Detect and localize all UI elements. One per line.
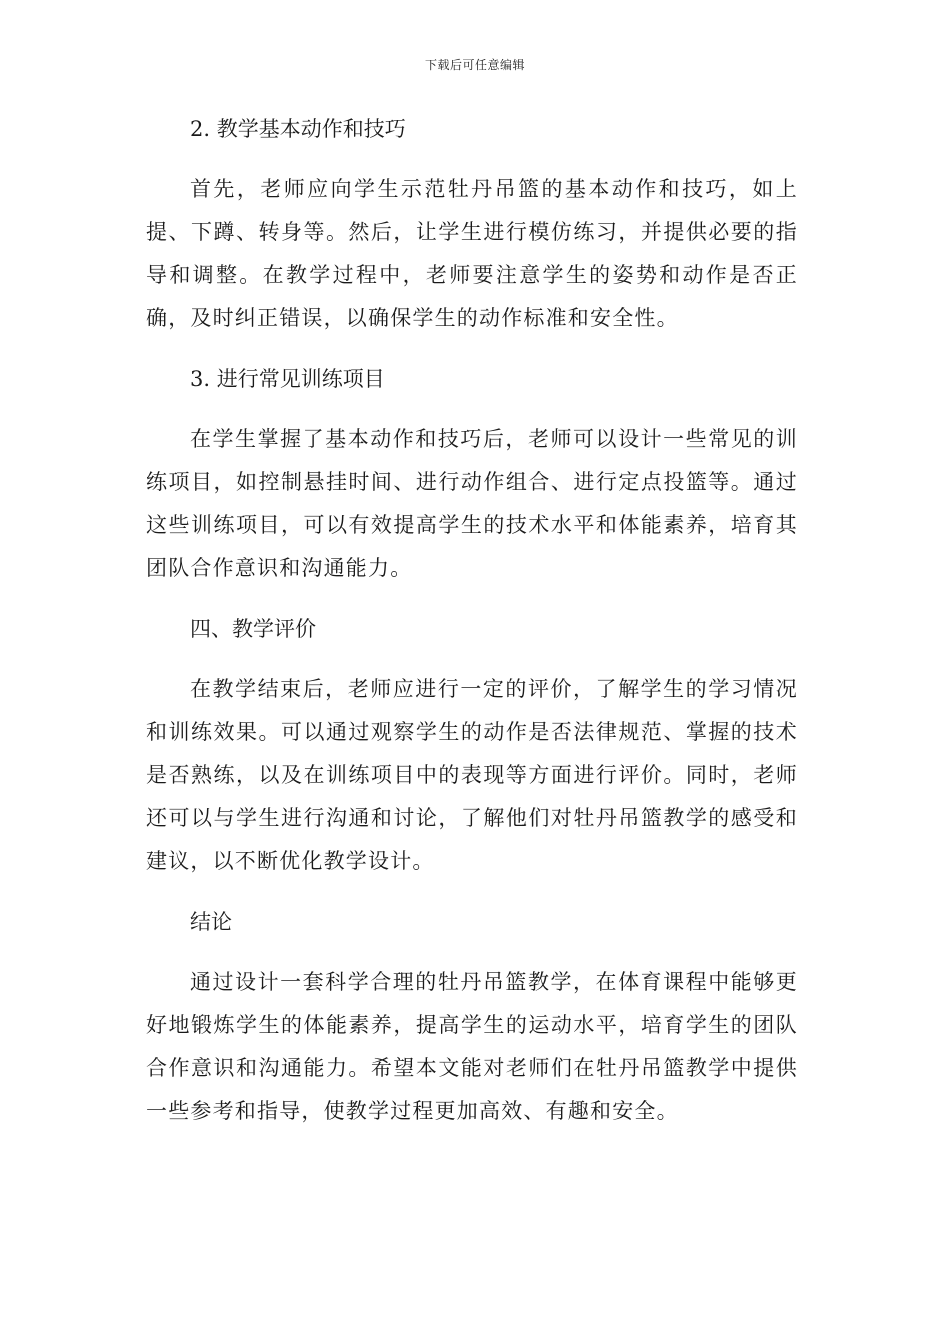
document-body xyxy=(146,108,798,1151)
header-note: 下载后可任意编辑 xyxy=(424,58,525,72)
section-heading-basic-moves: 2. 教学基本动作和技巧 xyxy=(190,117,406,141)
section-paragraph-evaluation: 在教学结束后，老师应进行一定的评价，了解学生的学习情况和训练效果。可以通过观察学生的动作是否法律规范、掌握的技术是否熟练，以及在训练项目中的表现等方面进行评价。同时，老师还可以与学生进行沟通和讨论，了解他们对牡丹吊篮教学的感受和建议，以不断优化教学设计。 xyxy=(146,677,798,873)
section-paragraph-conclusion: 通过设计一套科学合理的牡丹吊篮教学，在体育课程中能够更好地锻炼学生的体能素养，提高学生的运动水平，培育学生的团队合作意识和沟通能力。希望本文能对老师们在牡丹吊篮教学中提供一些参考和指导，使教学过程更加高效、有趣和安全。 xyxy=(146,970,798,1123)
section-paragraph-training: 在学生掌握了基本动作和技巧后，老师可以设计一些常见的训练项目，如控制悬挂时间、进行动作组合、进行定点投篮等。通过这些训练项目，可以有效提高学生的技术水平和体能素养，培育其团队合作意识和沟通能力。 xyxy=(146,427,798,580)
section-heading-training: 3. 进行常见训练项目 xyxy=(190,367,385,391)
section-heading-conclusion: 结论 xyxy=(190,910,232,934)
section-heading-evaluation: 四、教学评价 xyxy=(190,617,316,641)
section-paragraph-basic-moves: 首先，老师应向学生示范牡丹吊篮的基本动作和技巧，如上提、下蹲、转身等。然后，让学生进行模仿练习，并提供必要的指导和调整。在教学过程中，老师要注意学生的姿势和动作是否正确，及时纠正错误，以确保学生的动作标准和安全性。 xyxy=(146,177,798,330)
